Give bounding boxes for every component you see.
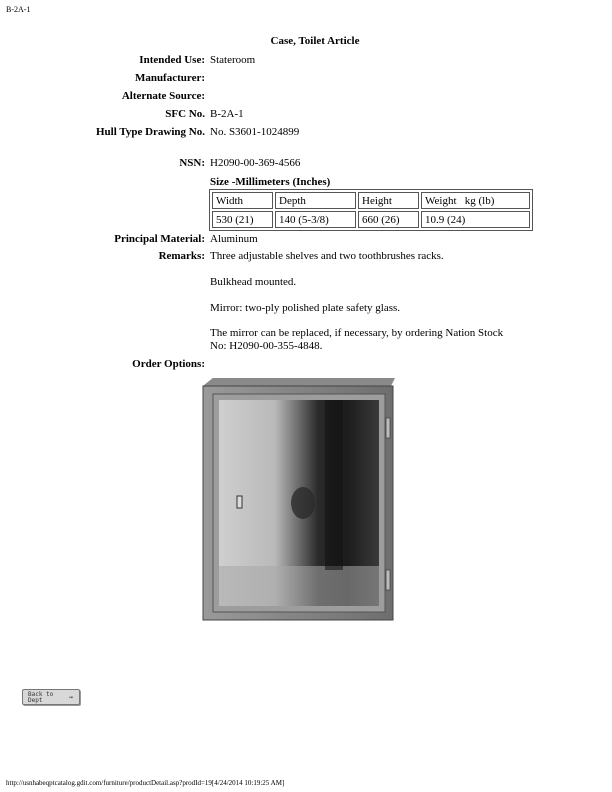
remarks-label: Remarks: bbox=[158, 250, 205, 262]
size-value-cell: 660 (26) bbox=[358, 211, 419, 228]
remark-line: Three adjustable shelves and two toothbrushes racks. bbox=[210, 250, 444, 262]
hull-drawing-value: No. S3601-1024899 bbox=[210, 126, 300, 138]
size-value-cell: 10.9 (24) bbox=[421, 211, 530, 228]
size-table bbox=[209, 189, 533, 231]
size-header-cell: Width bbox=[212, 192, 273, 209]
intended-use-label: Intended Use: bbox=[139, 54, 205, 66]
back-to-dept-label: Back to Dept bbox=[28, 691, 54, 704]
size-value-cell: 530 (21) bbox=[212, 211, 273, 228]
remark-line: Mirror: two-ply polished plate safety glass. bbox=[210, 302, 401, 314]
size-header-cell: Depth bbox=[275, 192, 356, 209]
sfc-value: B-2A-1 bbox=[210, 108, 244, 120]
size-table-header-row bbox=[212, 192, 530, 209]
back-to-dept-button[interactable] bbox=[22, 689, 80, 705]
intended-use-value: Stateroom bbox=[210, 54, 256, 66]
alternate-source-label: Alternate Source: bbox=[121, 90, 205, 102]
arrow-right-icon: → bbox=[68, 693, 73, 701]
manufacturer-label: Manufacturer: bbox=[134, 72, 205, 84]
cabinet-photo bbox=[199, 376, 401, 622]
nsn-label: NSN: bbox=[179, 157, 205, 169]
sfc-label: SFC No. bbox=[165, 108, 205, 120]
order-options-label: Order Options: bbox=[132, 358, 205, 370]
footer-url: http://usnhabeqptcatalog.gdit.com/furniture/productDetail.asp?prodId=19[4/24/2014 10:19:25 AM] bbox=[6, 779, 285, 787]
size-value-cell: 140 (5-3/8) bbox=[275, 211, 356, 228]
nsn-value: H2090-00-369-4566 bbox=[210, 157, 301, 169]
material-value: Aluminum bbox=[210, 233, 258, 245]
material-label: Principal Material: bbox=[114, 233, 205, 245]
size-table-value-row bbox=[212, 211, 530, 228]
hull-drawing-label: Hull Type Drawing No. bbox=[96, 126, 205, 138]
product-title: Case, Toilet Article bbox=[270, 35, 360, 47]
page-header-code: B-2A-1 bbox=[6, 5, 31, 14]
remark-line: Bulkhead mounted. bbox=[210, 276, 297, 288]
size-header-cell: Height bbox=[358, 192, 419, 209]
size-heading: Size -Millimeters (Inches) bbox=[210, 176, 331, 188]
remark-line: The mirror can be replaced, if necessary, by ordering Nation Stock No: H2090-00-355-4848. bbox=[210, 327, 504, 352]
size-header-cell: Weight kg (lb) bbox=[421, 192, 530, 209]
